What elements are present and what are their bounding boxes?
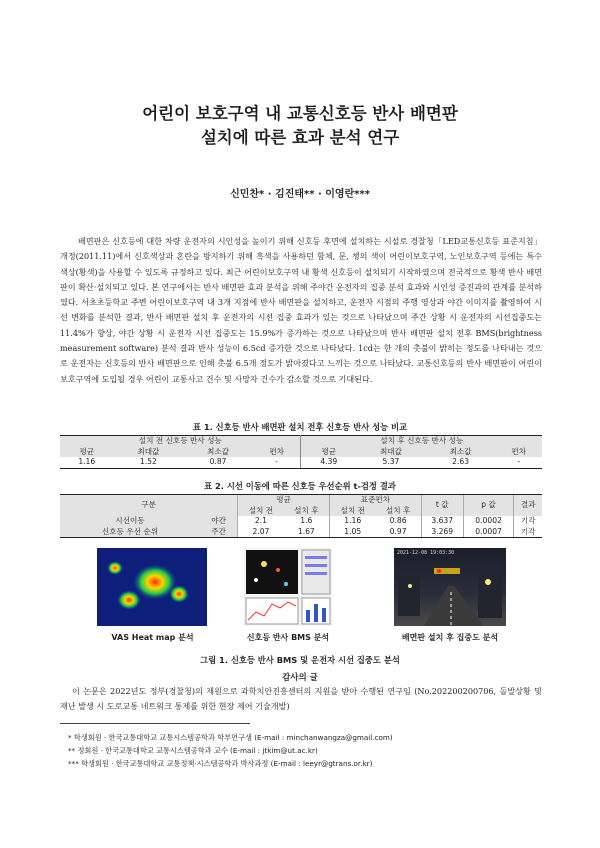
table1-col: 평균 xyxy=(301,447,356,458)
table2-h-t: t 값 xyxy=(421,495,463,517)
heatmap-image xyxy=(97,548,207,626)
night-road-image xyxy=(394,548,506,626)
abstract: 배면판은 신호등에 대한 차량 운전자의 시인성을 높이기 위해 신호등 후면에 설치하는 시설로 경찰청「LED교통신호등 표준지침」개정(2011.11)에서 신호색상과 혼란을 방지하기 위해 흑색을 사용하던 함체, 문, 챙의 색이 어린이보호구역, 노인보호구역 등에는 특수색상(황색)을 사용할 수 있도록 규정하고 있다. 최근 어린이보호구역 내 황색 신호등이 설치되기 시작하였으며 전국적으로 황색 반사 배면판이 확산·설치되고 있다. 본 연구에서는 반사 배면판 효과 분석을 위해 주야간 운전자의 집중 분석 효과와 시인성 증진과의 관계를 분석하였다. 서초초등학교 주변 어린이보호구역 내 3개 지점에 반사 배면판을 설치하고, 운전자 시점의 주행 영상과 야간 이미지를 촬영하여 시선 변화를 분석한 결과, 반사 배면판 설치 후 운전자의 시선 집중 효과가 있는 것으로 나타났으며 주간 상황 시 운전자의 시선집중도는 11.4%가 향상, 야간 상황 시 운전자 시선 집중도는 15.9%가 증가하는 것으로 나타났으며 반사 배면판 설치 전후 BMS(brightness measurement software) 분석 결과 반사 성능이 6.5cd 증가한 것으로 나타났다. 1cd는 한 개의 촛불이 밝히는 정도를 나타내는 것으로 운전자는 신호등의 반사 배면판으로 인해 촛불 6.5개 정도가 밝아졌다고 느끼는 것으로 나타났다. 교통신호등의 반사 배면판이 어린이보호구역에 도입될 경우 어린이 교통사고 건수 및 사망자 건수가 감소할 것으로 기대된다. xyxy=(60,236,542,384)
table1-group-before: 설치 전 신호등 반사 성능 xyxy=(60,436,301,447)
table1-group-after: 설치 후 신호등 반사 성능 xyxy=(301,436,542,447)
table2-cell: 2.07 xyxy=(238,527,284,538)
table1-col: 최소값 xyxy=(183,447,253,458)
table2-time: 야간 xyxy=(200,516,238,527)
table2-h-mean: 평균 xyxy=(238,495,330,506)
table1-col: 편차 xyxy=(253,447,301,458)
figure-label-concentration: 배면판 설치 후 집중도 분석 xyxy=(401,633,499,642)
paper-title-line1: 어린이 보호구역 내 교통신호등 반사 배면판 xyxy=(142,104,458,123)
table1-cell: 5.37 xyxy=(356,457,426,468)
table2 xyxy=(60,494,542,538)
table2-cell: 0.97 xyxy=(375,527,421,538)
table1-cell: 1.16 xyxy=(60,457,114,468)
table2-h-after: 설치 후 xyxy=(375,506,421,517)
table2-cat: 신호등 우선 순위 xyxy=(60,527,200,538)
table1-caption: 표 1. 신호등 반사 배면판 설치 전후 신호등 반사 성능 비교 xyxy=(192,422,408,432)
image-timestamp: 2021-12-08 19:03:30 xyxy=(397,550,455,556)
table2-cell: 0.0002 xyxy=(463,516,514,527)
table1-col: 최대값 xyxy=(114,447,184,458)
table2-cell: 0.0007 xyxy=(463,527,514,538)
table-row xyxy=(60,527,542,538)
footnote-divider xyxy=(60,723,250,724)
bms-analysis-image xyxy=(244,548,332,626)
table2-cell: 1.16 xyxy=(330,516,376,527)
table2-cell: 0.86 xyxy=(389,516,407,525)
table1-cell: 1.52 xyxy=(114,457,184,468)
table1-cell: 0.87 xyxy=(183,457,253,468)
table1-cell: 2.63 xyxy=(426,457,496,468)
table2-cell: 기각 xyxy=(514,516,542,527)
table2-cell: 2.1 xyxy=(238,516,284,527)
table2-cell: 1.67 xyxy=(284,527,330,538)
figure-caption: 그림 1. 신호등 반사 BMS 및 운전자 시선 집중도 분석 xyxy=(200,655,400,665)
authors: 신민찬* · 김진태** · 이영란*** xyxy=(230,189,370,200)
table2-cat: 시선이동 xyxy=(60,516,200,527)
table1-col: 최소값 xyxy=(426,447,496,458)
table2-h-p: p 값 xyxy=(463,495,514,517)
table1-col: 최대값 xyxy=(356,447,426,458)
table2-h-group: 구분 xyxy=(60,495,238,517)
footnote: * 학생회원 · 한국교통대학교 교통시스템공학과 학부연구생 (E-mail : minchanwangza@gmail.com) xyxy=(68,733,393,742)
table1-cell: 4.39 xyxy=(301,457,356,468)
table2-cell: 1.6 xyxy=(300,516,313,525)
table-row xyxy=(60,516,542,527)
table2-h-before: 설치 전 xyxy=(330,506,376,517)
figure-label-heatmap: VAS Heat map 분석 xyxy=(111,633,194,642)
footnote: *** 학생회원 · 한국교통대학교 교통정책·시스템공학과 박사과정 (E-mail : leeyr@gtrans.or.kr) xyxy=(68,759,373,768)
table1-cell: - xyxy=(495,457,542,468)
table2-h-result: 결과 xyxy=(514,495,542,517)
acknowledgement-text: 이 논문은 2022년도 정부(경찰청)의 재원으로 과학치안진흥센터의 지원을 받아 수행된 연구임 (No.202200200706, 돌발상황 및 재난 발생 시 도로교통 네트워크 통제를 위한 현장 제어 기술개발) xyxy=(60,686,542,711)
table2-cell: 3.637 xyxy=(421,516,463,527)
table2-cell: 3.269 xyxy=(421,527,463,538)
table2-time: 주간 xyxy=(200,527,238,538)
table1 xyxy=(60,435,542,469)
table2-h-before: 설치 전 xyxy=(238,506,284,517)
table1-cell: - xyxy=(253,457,301,468)
table2-cell: 기각 xyxy=(514,527,542,538)
table2-caption: 표 2. 시선 이동에 따른 신호등 우선순위 t-검정 결과 xyxy=(204,481,396,491)
acknowledgement-title: 감사의 글 xyxy=(282,673,318,683)
table2-cell: 1.05 xyxy=(330,527,376,538)
table1-col: 편차 xyxy=(495,447,542,458)
table1-col: 평균 xyxy=(60,447,114,458)
figure-label-bms: 신호등 반사 BMS 분석 xyxy=(246,633,330,642)
paper-title-line2: 설치에 따른 효과 분석 연구 xyxy=(200,128,400,147)
footnote: ** 정회원 · 한국교통대학교 교통시스템공학과 교수 (E-mail : jtkim@ut.ac.kr) xyxy=(68,746,318,755)
table2-h-sd: 표준편차 xyxy=(330,495,422,506)
table2-h-after: 설치 후 xyxy=(284,506,330,517)
